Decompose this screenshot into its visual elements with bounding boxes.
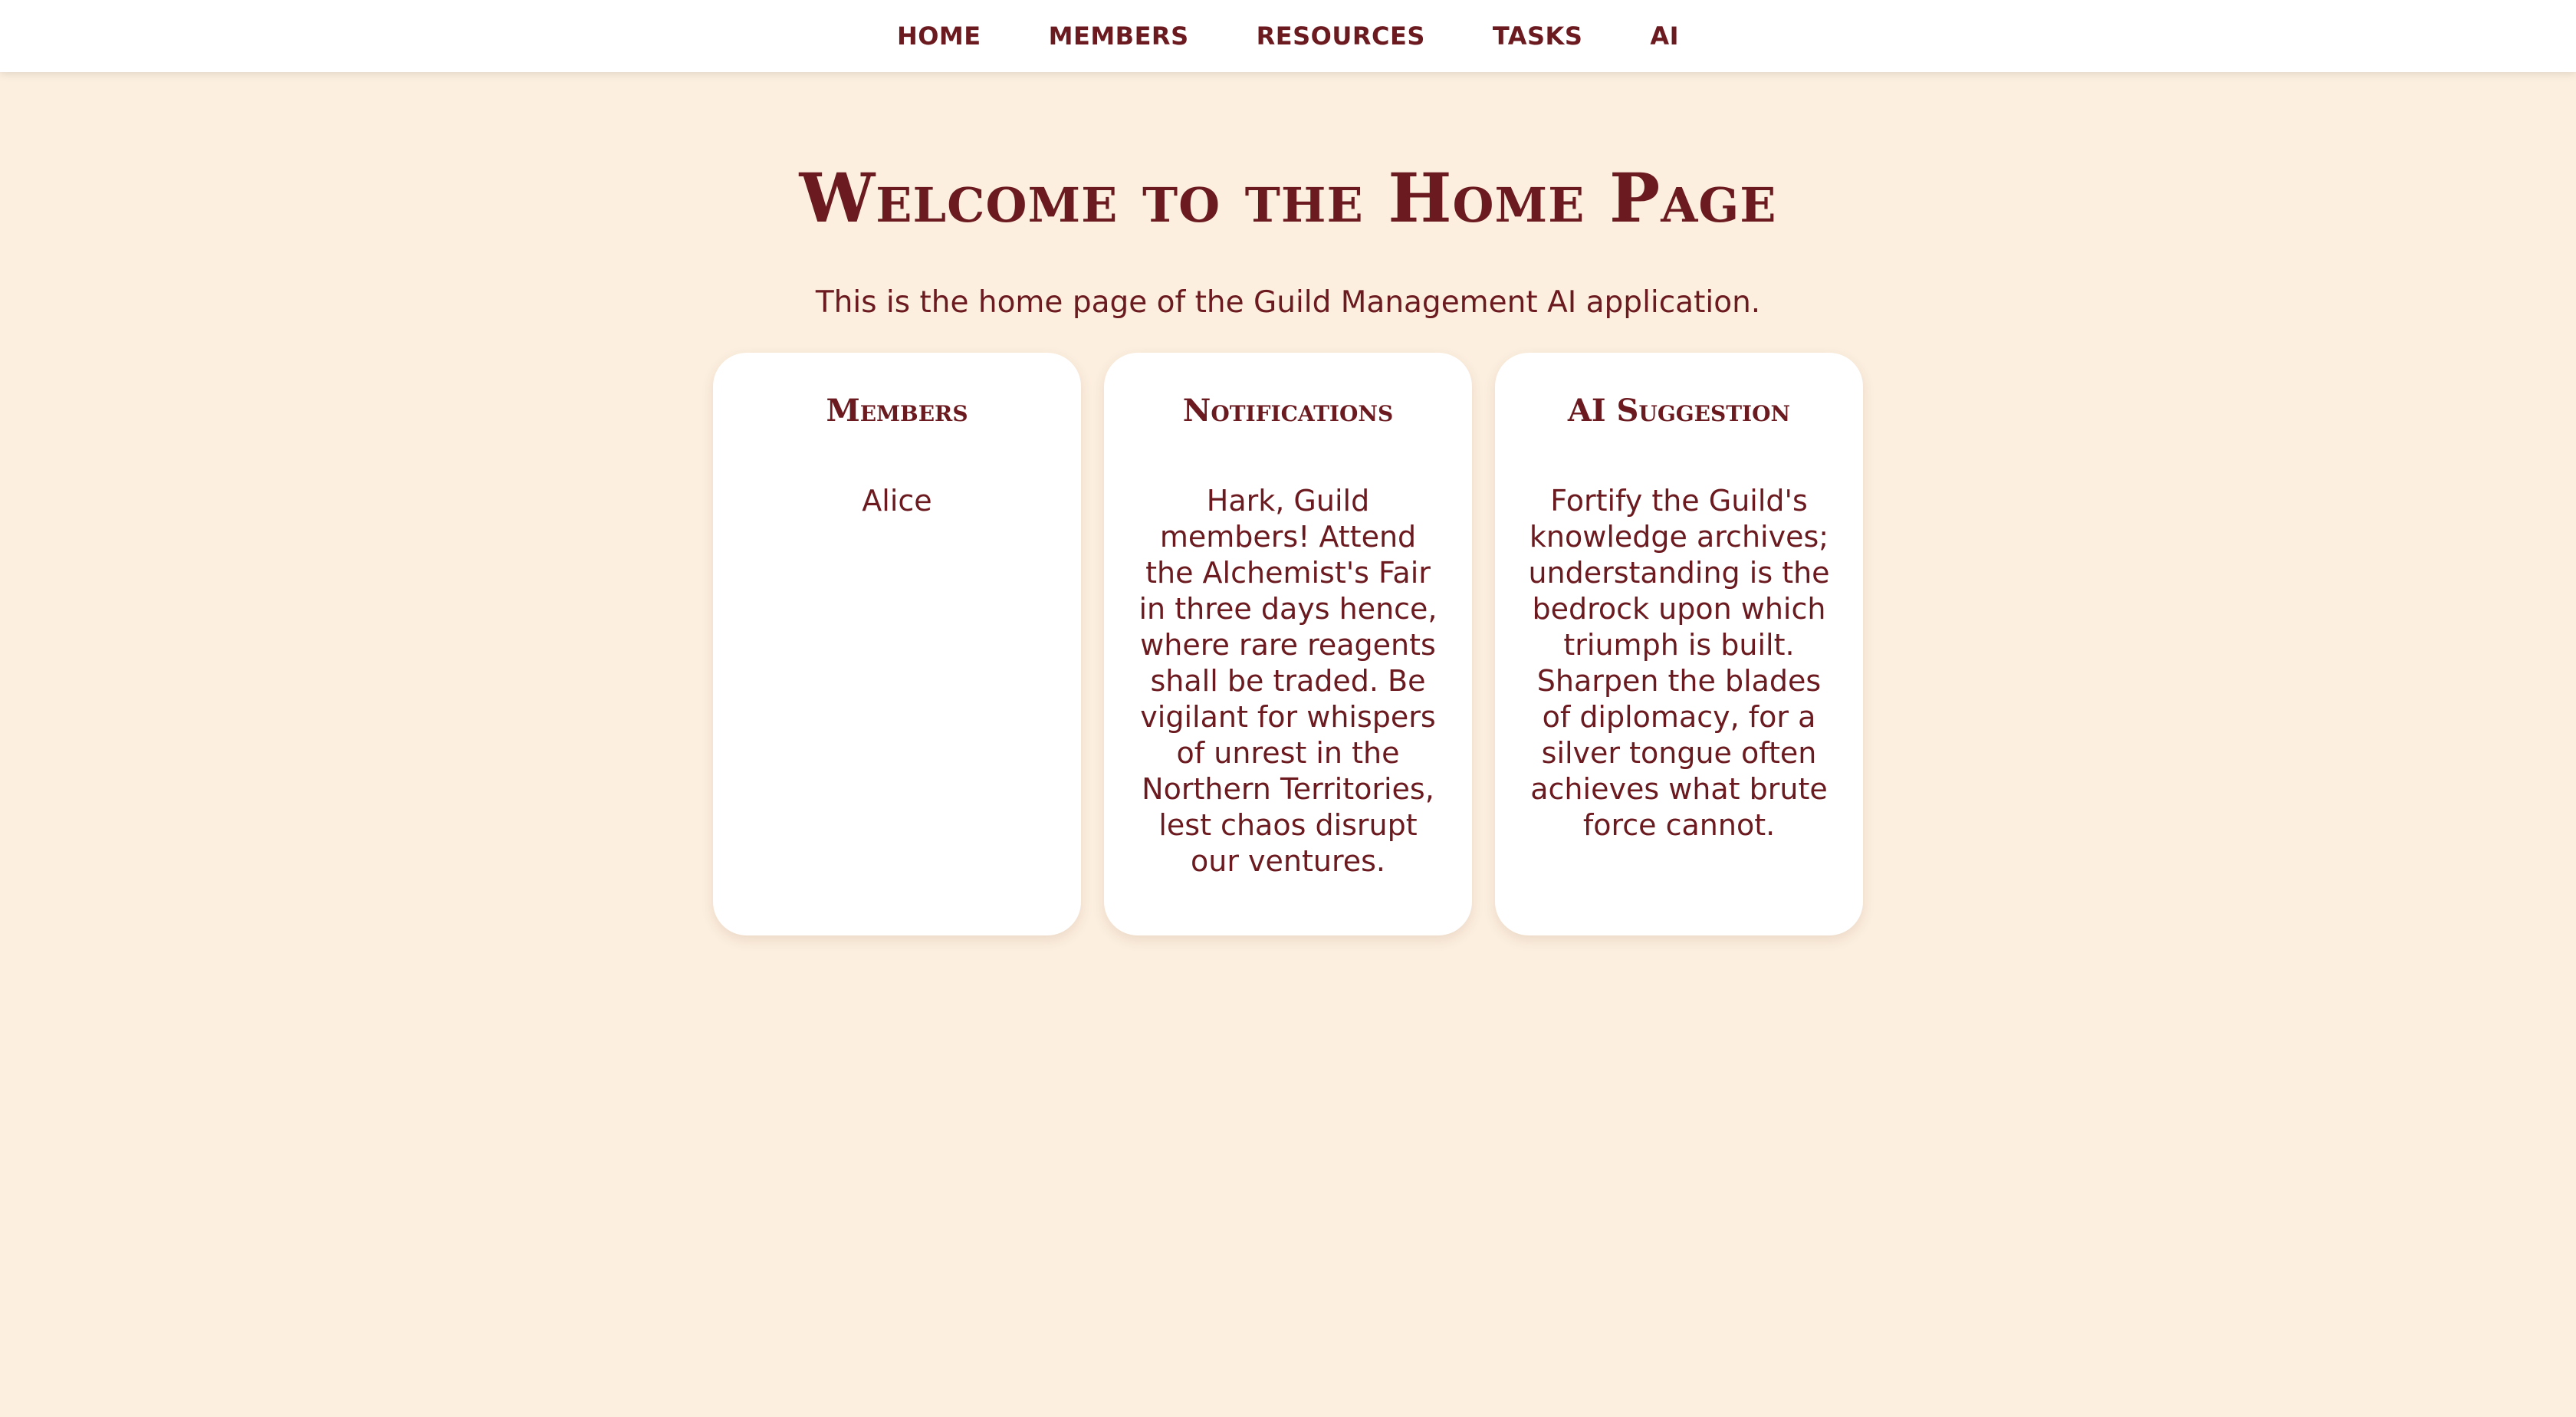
dashboard-cards (713, 353, 1863, 935)
notifications-card-title: Notifications (1182, 393, 1394, 429)
nav-resources-link[interactable]: RESOURCES (1256, 21, 1425, 51)
nav-tasks-link[interactable]: TASKS (1492, 21, 1583, 51)
notifications-card (1104, 353, 1472, 935)
page-subtitle: This is the home page of the Guild Management AI application. (815, 285, 1761, 320)
members-card (713, 353, 1081, 935)
nav-members-link[interactable]: MEMBERS (1048, 21, 1189, 51)
nav-home-link[interactable]: HOME (896, 21, 981, 51)
page-title: Welcome to the Home Page (799, 158, 1777, 238)
ai-suggestion-text: Fortify the Guild's knowledge archives; understanding is the bedrock upon which triumph is built. Sharpen the blades of diplomacy, for a silver tongue often achieves what brute force cannot. (1528, 484, 1830, 842)
nav-ai-link[interactable]: AI (1650, 21, 1680, 51)
ai-suggestion-card-title: AI Suggestion (1567, 393, 1791, 429)
top-navbar (0, 0, 2576, 72)
notification-text: Hark, Guild members! Attend the Alchemist's Fair in three days hence, where rare reagents shall be traded. Be vigilant for whispers of unrest in the Northern Territories, lest chaos disrupt our ventures. (1138, 484, 1438, 878)
ai-suggestion-card (1495, 353, 1863, 935)
member-list-item: Alice (862, 484, 932, 518)
members-card-title: Members (826, 393, 968, 429)
